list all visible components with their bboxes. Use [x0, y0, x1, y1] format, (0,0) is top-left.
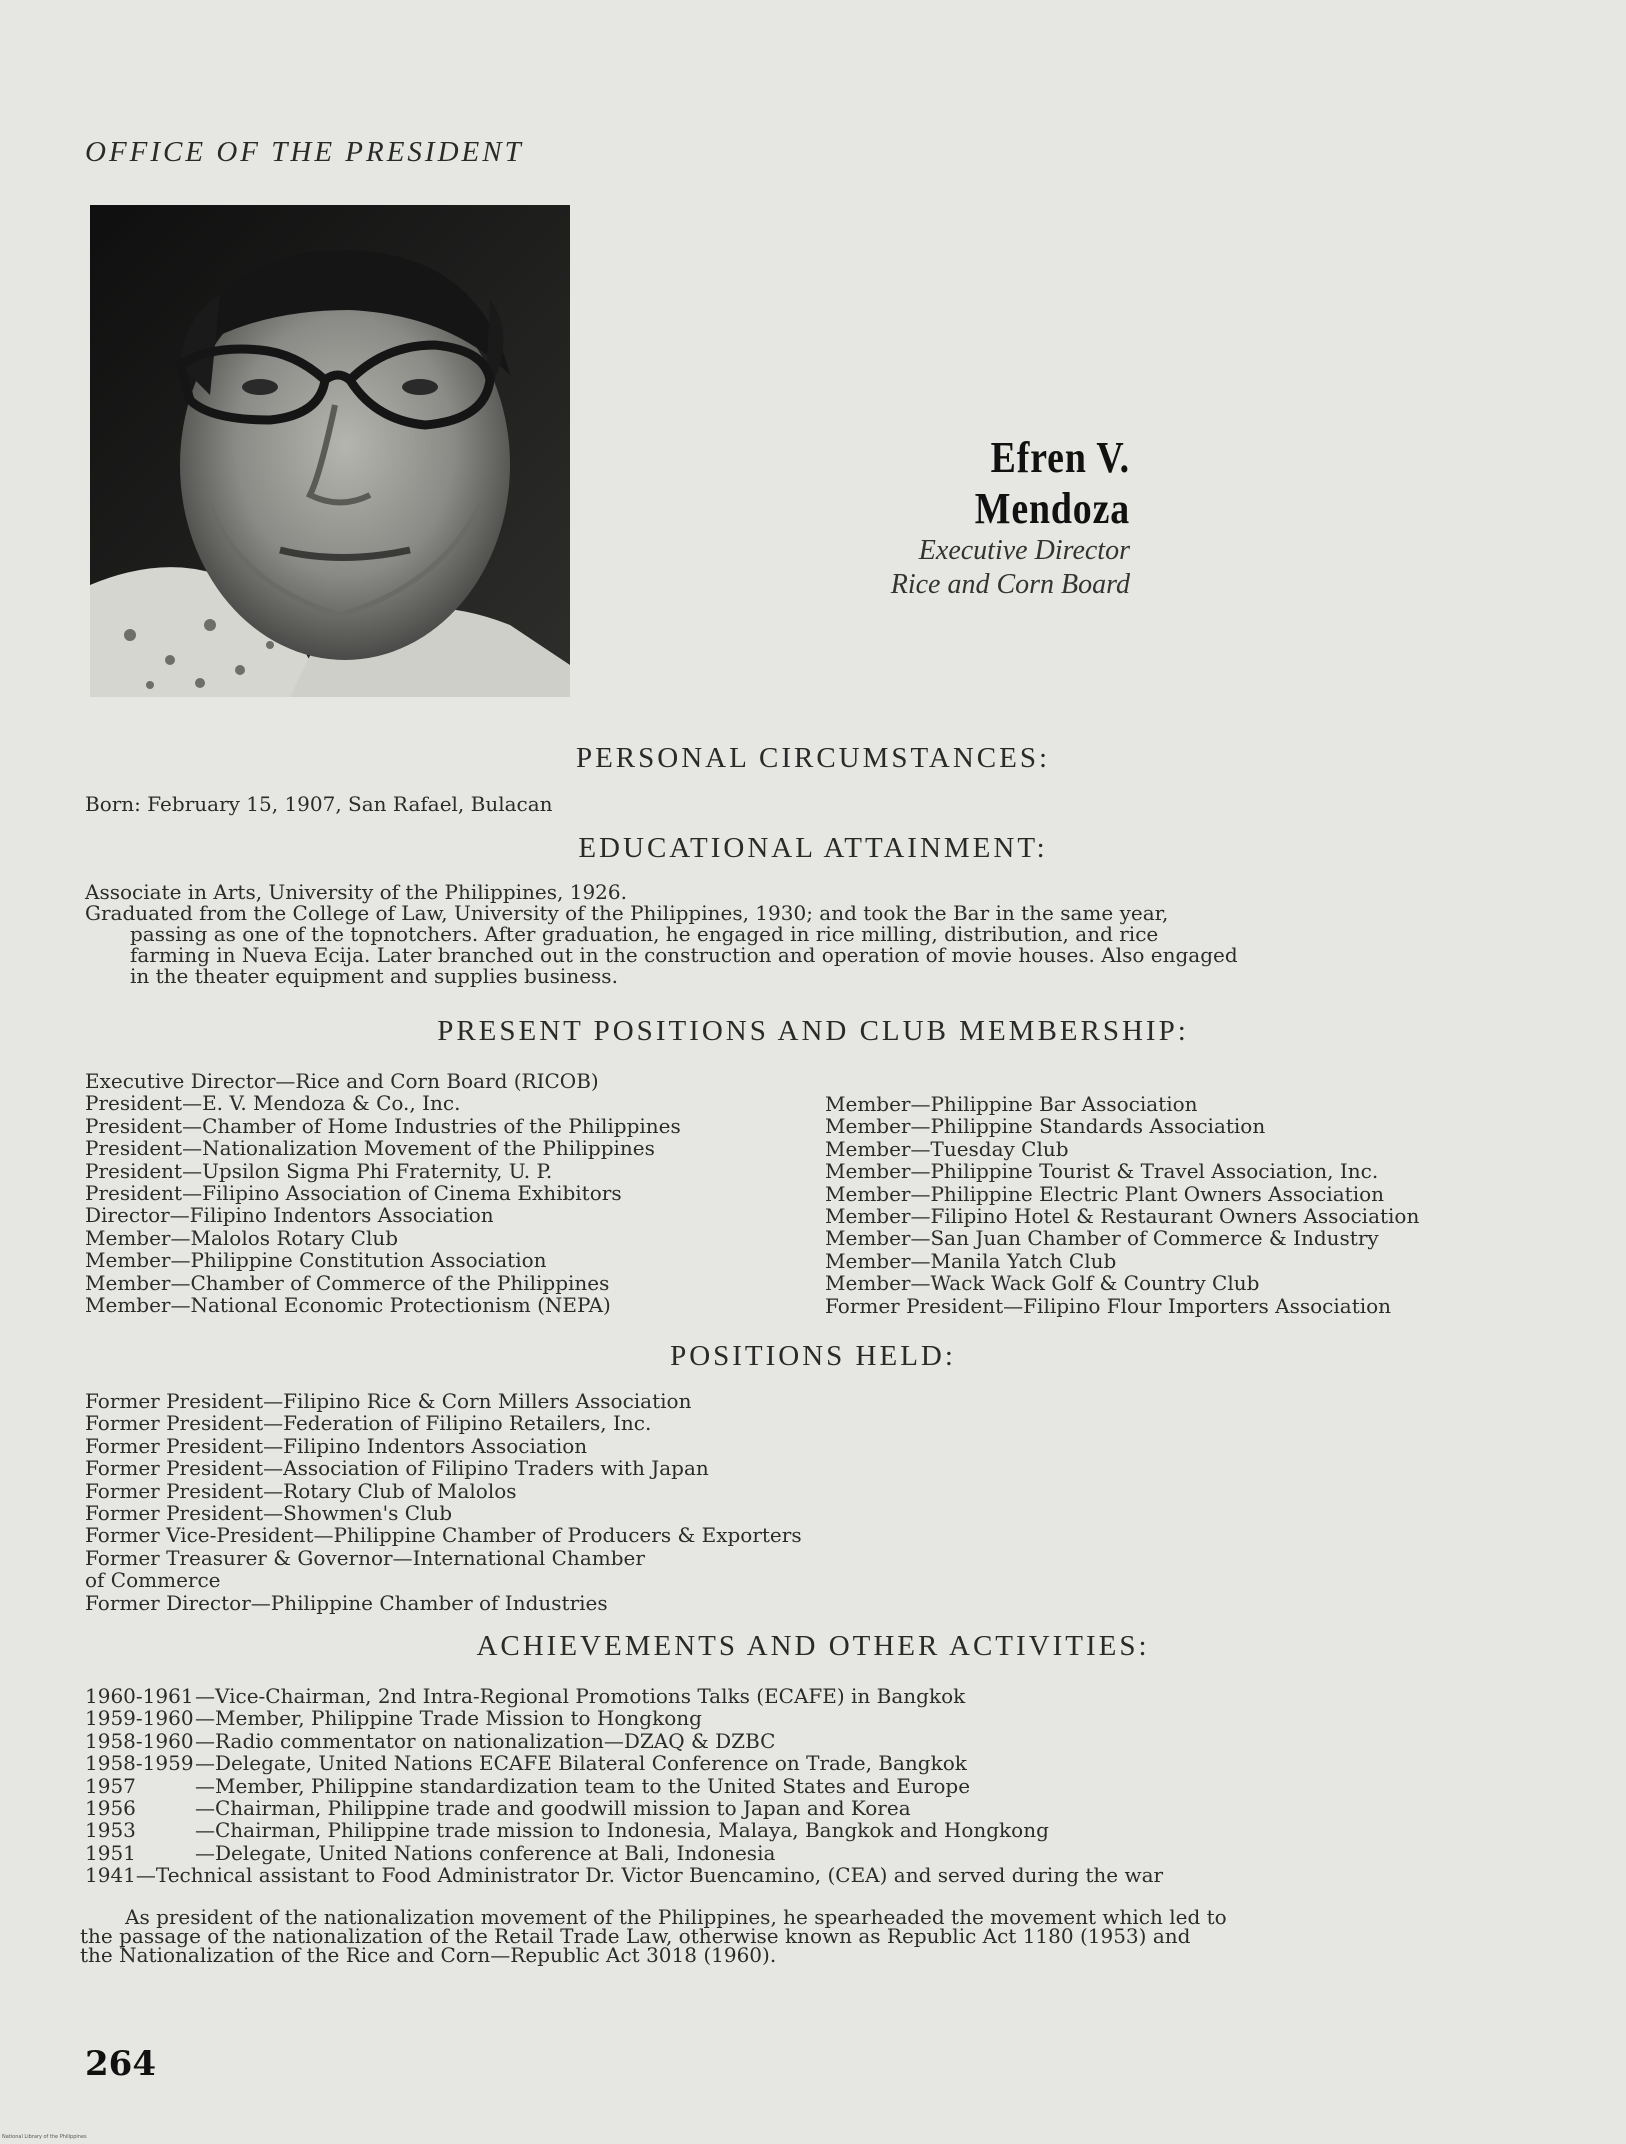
list-item: Former Treasurer & Governor—International Chamber [85, 1545, 645, 1570]
achievement-year: 1951 [85, 1840, 136, 1865]
closing-paragraph [80, 1905, 1227, 1967]
list-item: Member—Philippine Constitution Association [85, 1248, 547, 1273]
achievement-row [85, 1707, 1163, 1729]
list-item: Director—Filipino Indentors Association [85, 1203, 494, 1228]
heading-educational-attainment: EDUCATIONAL ATTAINMENT: [578, 832, 1048, 864]
page-number: 264 [85, 2044, 156, 2084]
positions-held-list [85, 1390, 802, 1614]
education-line: Associate in Arts, University of the Philippines, 1926. [85, 880, 627, 904]
list-item: President—Nationalization Movement of the Philippines [85, 1136, 655, 1161]
achievement-year: 1956 [85, 1796, 136, 1821]
person-title: Executive Director [918, 535, 1130, 566]
closing-line: the Nationalization of the Rice and Corn—Republic Act 3018 (1960). [80, 1943, 777, 1967]
list-item: Member—Philippine Standards Association [825, 1114, 1266, 1139]
list-item: Member—Tuesday Club [825, 1136, 1069, 1161]
achievement-year: 1958-1959 [85, 1751, 194, 1776]
list-item: Former Director—Philippine Chamber of Industries [85, 1590, 608, 1615]
list-item: Member—Philippine Electric Plant Owners Association [825, 1181, 1385, 1206]
person-name: Efren V. Mendoza [974, 433, 1130, 533]
list-item: Former President—Filipino Rice & Corn Millers Association [85, 1389, 692, 1413]
list-item: Former President—Federation of Filipino Retailers, Inc. [85, 1411, 652, 1436]
achievement-year: 1959-1960 [85, 1706, 194, 1731]
achievement-year: 1953 [85, 1818, 136, 1843]
achievement-row [85, 1819, 1163, 1841]
education-line: Graduated from the College of Law, University of the Philippines, 1930; and took the Bar in the same year, [85, 901, 1169, 925]
list-item: Member—Philippine Bar Association [825, 1092, 1198, 1116]
achievement-text: —Radio commentator on nationalization—DZAQ & DZBC [195, 1728, 776, 1753]
list-item: Member—Malolos Rotary Club [85, 1225, 399, 1250]
achievement-text: —Chairman, Philippine trade mission to Indonesia, Malaya, Bangkok and Hongkong [195, 1818, 1049, 1843]
born-line: Born: February 15, 1907, San Rafael, Bulacan [85, 792, 553, 816]
education-line: passing as one of the topnotchers. After graduation, he engaged in rice milling, distribution, and rice [130, 922, 1159, 946]
achievement-text: —Chairman, Philippine trade and goodwill mission to Japan and Korea [195, 1796, 911, 1821]
achievements-list [85, 1685, 1163, 1887]
education-line: farming in Nueva Ecija. Later branched out in the construction and operation of movie houses. Also engaged [130, 943, 1238, 967]
list-item: Member—Manila Yatch Club [825, 1248, 1117, 1273]
achievement-year: 1957 [85, 1773, 136, 1798]
closing-line: the passage of the nationalization of the Retail Trade Law, otherwise known as Republic Act 1180 (1953) and [80, 1924, 1191, 1948]
achievement-text: —Delegate, United Nations conference at Bali, Indonesia [195, 1840, 776, 1865]
list-item: of Commerce [85, 1568, 221, 1593]
achievement-year: 1958-1960 [85, 1728, 194, 1753]
list-item: Former President—Rotary Club of Malolos [85, 1478, 517, 1503]
list-item: Member—Filipino Hotel & Restaurant Owners Association [825, 1204, 1420, 1229]
achievement-text: —Member, Philippine Trade Mission to Hongkong [195, 1706, 702, 1731]
list-item: Executive Director—Rice and Corn Board (RICOB) [85, 1069, 599, 1093]
achievement-row [85, 1797, 1163, 1819]
achievement-text: —Delegate, United Nations ECAFE Bilateral Conference on Trade, Bangkok [195, 1751, 967, 1776]
list-item: Former President—Association of Filipino Traders with Japan [85, 1456, 709, 1481]
education-paragraph [85, 882, 1535, 987]
list-item: President—Chamber of Home Industries of the Philippines [85, 1113, 681, 1138]
list-item: Member—National Economic Protectionism (NEPA) [85, 1293, 611, 1318]
achievement-year: 1941 [85, 1863, 136, 1888]
person-organization: Rice and Corn Board [890, 569, 1130, 600]
list-item: President—Upsilon Sigma Phi Fraternity, U. P. [85, 1158, 553, 1183]
running-head: OFFICE OF THE PRESIDENT [85, 136, 524, 168]
achievement-row [85, 1864, 1163, 1886]
portrait-photo [90, 205, 570, 697]
list-item: Former President—Showmen's Club [85, 1501, 453, 1526]
achievement-row [85, 1730, 1163, 1752]
present-positions-right-column [825, 1093, 1419, 1317]
achievement-row [85, 1752, 1163, 1774]
achievement-row [85, 1775, 1163, 1797]
achievement-text: —Vice-Chairman, 2nd Intra-Regional Promotions Talks (ECAFE) in Bangkok [195, 1684, 966, 1708]
list-item: Member—Philippine Tourist & Travel Association, Inc. [825, 1159, 1379, 1184]
heading-achievements: ACHIEVEMENTS AND OTHER ACTIVITIES: [476, 1630, 1150, 1662]
achievement-row [85, 1685, 1163, 1707]
list-item: Member—Wack Wack Golf & Country Club [825, 1271, 1260, 1296]
achievement-row [85, 1842, 1163, 1864]
name-block [780, 432, 1130, 602]
list-item: Former President—Filipino Flour Importers Association [825, 1293, 1392, 1318]
heading-positions-held: POSITIONS HELD: [670, 1340, 956, 1372]
education-line: in the theater equipment and supplies business. [130, 964, 618, 988]
list-item: Member—Chamber of Commerce of the Philippines [85, 1270, 610, 1295]
achievement-text: —Technical assistant to Food Administrator Dr. Victor Buencamino, (CEA) and served during the war [135, 1863, 1164, 1888]
list-item: President—E. V. Mendoza & Co., Inc. [85, 1091, 461, 1116]
present-positions-left-column [85, 1070, 681, 1316]
heading-personal-circumstances: PERSONAL CIRCUMSTANCES: [575, 742, 1051, 774]
list-item: Member—San Juan Chamber of Commerce & Industry [825, 1226, 1379, 1251]
heading-present-positions: PRESENT POSITIONS AND CLUB MEMBERSHIP: [437, 1015, 1189, 1047]
closing-line: As president of the nationalization movement of the Philippines, he spearheaded the movement which led to [125, 1905, 1227, 1929]
footer-credit: National Library of the Philippines [2, 2134, 87, 2140]
list-item: Former President—Filipino Indentors Association [85, 1433, 588, 1458]
list-item: President—Filipino Association of Cinema Exhibitors [85, 1181, 622, 1206]
achievement-text: —Member, Philippine standardization team to the United States and Europe [195, 1773, 971, 1798]
list-item: Former Vice-President—Philippine Chamber of Producers & Exporters [85, 1523, 802, 1548]
achievement-year: 1960-1961 [85, 1684, 194, 1708]
